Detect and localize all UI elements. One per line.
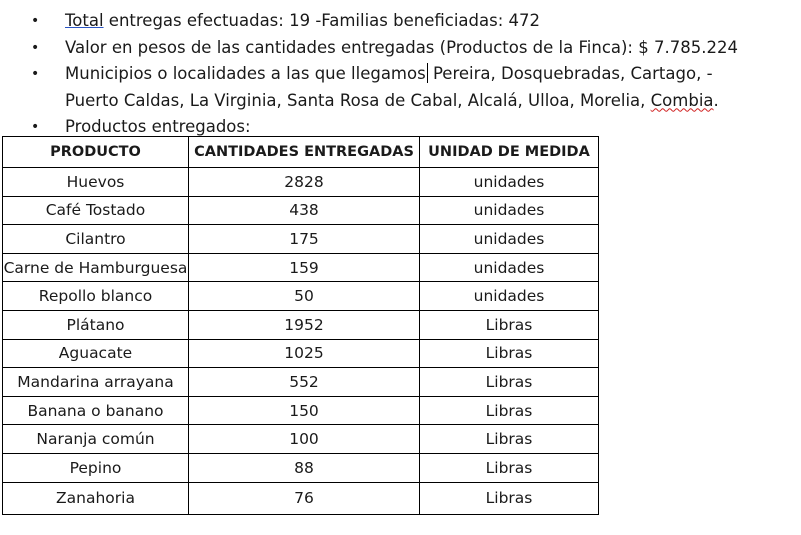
cell-unidad: unidades — [420, 225, 599, 254]
table-row — [3, 453, 599, 482]
cell-cantidad: 552 — [189, 368, 420, 397]
cell-cantidad: 1952 — [189, 310, 420, 339]
cell-cantidad: 2828 — [189, 168, 420, 197]
cell-unidad: unidades — [420, 196, 599, 225]
cell-cantidad: 76 — [189, 482, 420, 514]
municipios-list-start: Pereira, Dosquebradas, Cartago, - — [427, 64, 713, 83]
bullet-total-entregas — [0, 8, 801, 35]
table-header-row — [3, 137, 599, 168]
table-row — [3, 339, 599, 368]
bullet-municipios-continuation — [0, 88, 801, 115]
municipios-label: Municipios o localidades a las que llegamos — [65, 64, 426, 83]
cell-cantidad: 88 — [189, 453, 420, 482]
cell-producto: Pepino — [3, 453, 189, 482]
cell-producto: Huevos — [3, 168, 189, 197]
total-entregas-text: entregas efectuadas: 19 -Familias beneficiadas: 472 — [103, 11, 541, 30]
table-row — [3, 196, 599, 225]
productos-label: Productos entregados: — [65, 117, 251, 136]
cell-producto: Plátano — [3, 310, 189, 339]
cell-cantidad: 150 — [189, 396, 420, 425]
cell-cantidad: 1025 — [189, 339, 420, 368]
cell-unidad: Libras — [420, 453, 599, 482]
municipios-period: . — [713, 90, 719, 110]
table-row — [3, 168, 599, 197]
cell-cantidad: 175 — [189, 225, 420, 254]
products-table — [2, 136, 599, 515]
bullet-municipios — [0, 61, 801, 88]
bullet-marker: • — [31, 13, 40, 29]
table-row — [3, 368, 599, 397]
bullet-marker: • — [31, 119, 40, 135]
bullet-marker: • — [31, 66, 40, 82]
cell-producto: Carne de Hamburguesa — [3, 253, 189, 282]
municipios-list-cont: Puerto Caldas, La Virginia, Santa Rosa de Cabal, Alcalá, Ulloa, Morelia, — [65, 90, 651, 110]
cell-unidad: Libras — [420, 310, 599, 339]
bullet-valor-pesos — [0, 35, 801, 62]
cell-producto: Mandarina arrayana — [3, 368, 189, 397]
cell-producto: Aguacate — [3, 339, 189, 368]
cell-producto: Café Tostado — [3, 196, 189, 225]
cell-unidad: Libras — [420, 425, 599, 454]
cell-cantidad: 50 — [189, 282, 420, 311]
cell-unidad: unidades — [420, 253, 599, 282]
cell-unidad: Libras — [420, 339, 599, 368]
cell-producto: Cilantro — [3, 225, 189, 254]
cell-unidad: Libras — [420, 482, 599, 514]
table-row — [3, 282, 599, 311]
cell-producto: Banana o banano — [3, 396, 189, 425]
cell-unidad: Libras — [420, 368, 599, 397]
header-cantidades: CANTIDADES ENTREGADAS — [189, 137, 420, 168]
table-row — [3, 253, 599, 282]
cell-producto: Zanahoria — [3, 482, 189, 514]
total-word: Total — [65, 11, 104, 30]
cell-unidad: unidades — [420, 168, 599, 197]
bullet-list — [0, 8, 801, 141]
cell-unidad: Libras — [420, 396, 599, 425]
header-unidad: UNIDAD DE MEDIDA — [420, 137, 599, 168]
valor-pesos-text: Valor en pesos de las cantidades entregadas (Productos de la Finca): $ 7.785.224 — [65, 37, 738, 57]
bullet-marker: • — [31, 39, 40, 56]
cell-cantidad: 438 — [189, 196, 420, 225]
cell-cantidad: 159 — [189, 253, 420, 282]
cell-cantidad: 100 — [189, 425, 420, 454]
table-row — [3, 310, 599, 339]
spellcheck-word-combia[interactable]: Combia — [650, 90, 714, 110]
table-row — [3, 396, 599, 425]
cell-producto: Repollo blanco — [3, 282, 189, 311]
cell-producto: Naranja común — [3, 425, 189, 454]
header-producto: PRODUCTO — [3, 137, 189, 168]
table-row — [3, 425, 599, 454]
table-row — [3, 225, 599, 254]
table-row — [3, 482, 599, 514]
cell-unidad: unidades — [420, 282, 599, 311]
